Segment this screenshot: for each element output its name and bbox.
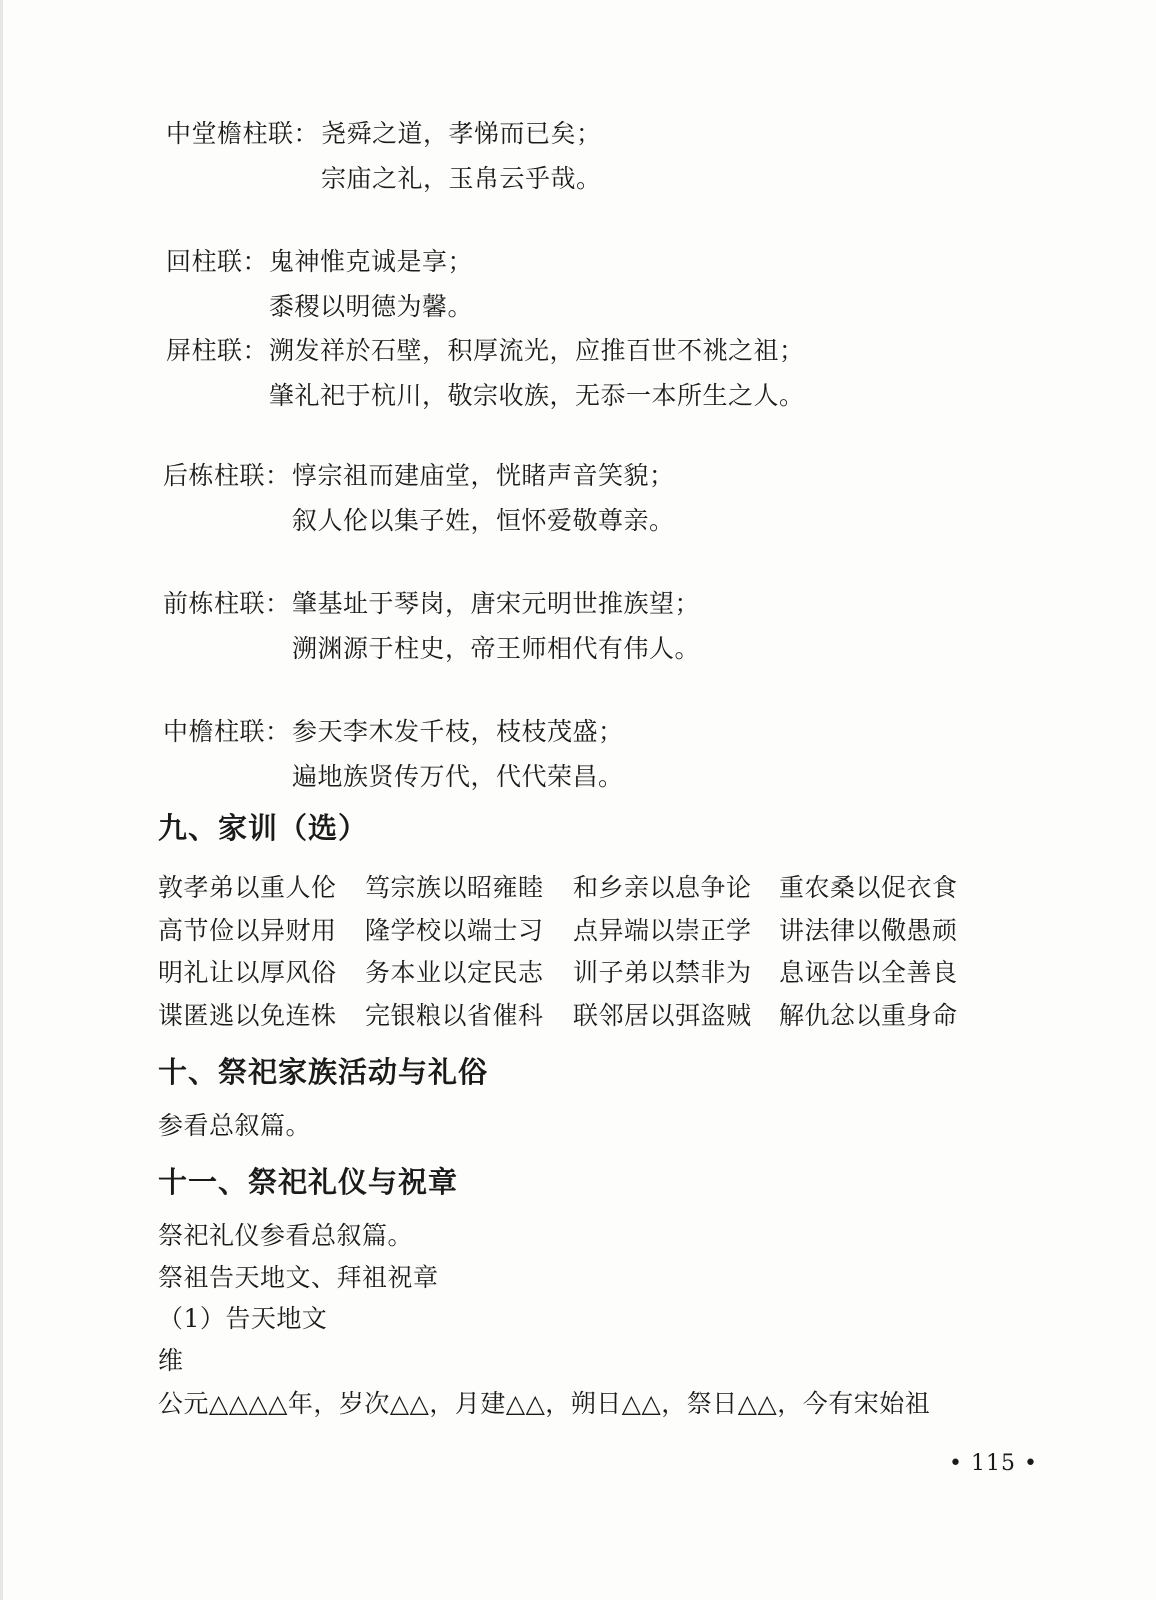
couplet-label: 前栋柱联： bbox=[163, 589, 291, 618]
page-number: • 115 • bbox=[949, 1451, 1038, 1476]
couplet-line: 宗庙之礼，玉帛云乎哉。 bbox=[321, 164, 602, 193]
family-rule: 点异端以崇正学 bbox=[573, 916, 752, 945]
family-rule: 解仇忿以重身命 bbox=[779, 1001, 958, 1030]
family-rule: 联邻居以弭盗贼 bbox=[573, 1001, 752, 1030]
couplet-label: 后栋柱联： bbox=[163, 461, 291, 490]
section-heading: 十一、祭祀礼仪与祝章 bbox=[158, 1165, 459, 1199]
couplet-line: 溯渊源于柱史，帝王师相代有伟人。 bbox=[292, 634, 701, 663]
couplet-line: 叙人伦以集子姓，恒怀爱敬尊亲。 bbox=[292, 506, 675, 535]
family-rule: 敦孝弟以重人伦 bbox=[158, 873, 337, 902]
section-heading: 九、家训（选） bbox=[158, 811, 369, 845]
body-text: 祭祖告天地文、拜祖祝章 bbox=[158, 1263, 439, 1292]
family-rule: 明礼让以厚风俗 bbox=[158, 958, 337, 987]
couplet-label: 屏柱联： bbox=[166, 336, 269, 365]
family-rule: 讲法律以儆愚顽 bbox=[779, 916, 958, 945]
couplet-line: 遍地族贤传万代，代代荣昌。 bbox=[292, 762, 624, 791]
couplet-line: 鬼神惟克诚是享； bbox=[269, 247, 474, 276]
family-rule: 高节俭以异财用 bbox=[158, 916, 337, 945]
couplet-line: 参天李木发千枝，枝枝茂盛； bbox=[292, 717, 624, 746]
family-rule: 谍匿逃以免连株 bbox=[158, 1001, 337, 1030]
couplet-line: 尧舜之道，孝悌而已矣； bbox=[321, 119, 602, 148]
family-rule: 完银粮以省催科 bbox=[365, 1001, 544, 1030]
couplet-line: 惇宗祖而建庙堂，恍睹声音笑貌； bbox=[292, 461, 675, 490]
body-text: 公元△△△△年，岁次△△，月建△△，朔日△△，祭日△△，今有宋始祖 bbox=[158, 1389, 931, 1418]
body-text: （1）告天地文 bbox=[158, 1304, 328, 1333]
family-rule: 笃宗族以昭雍睦 bbox=[365, 873, 544, 902]
family-rule: 重农桑以促衣食 bbox=[779, 873, 958, 902]
family-rule: 务本业以定民志 bbox=[365, 958, 544, 987]
family-rule: 隆学校以端士习 bbox=[365, 916, 544, 945]
couplet-label: 中檐柱联： bbox=[163, 717, 291, 746]
family-rule: 息诬告以全善良 bbox=[779, 958, 958, 987]
family-rule: 和乡亲以息争论 bbox=[573, 873, 752, 902]
couplet-label: 中堂檐柱联： bbox=[166, 119, 320, 148]
family-rule: 训子弟以禁非为 bbox=[573, 958, 752, 987]
couplet-line: 肇礼祀于杭川，敬宗收族，无忝一本所生之人。 bbox=[269, 381, 805, 410]
body-text: 祭祀礼仪参看总叙篇。 bbox=[158, 1221, 414, 1250]
section-heading: 十、祭祀家族活动与礼俗 bbox=[158, 1055, 489, 1089]
couplet-line: 黍稷以明德为馨。 bbox=[269, 292, 474, 321]
body-text: 参看总叙篇。 bbox=[158, 1111, 312, 1140]
couplet-label: 回柱联： bbox=[166, 247, 269, 276]
couplet-line: 肇基址于琴岗，唐宋元明世推族望； bbox=[292, 589, 701, 618]
couplet-line: 溯发祥於石壁，积厚流光，应推百世不祧之祖； bbox=[269, 336, 805, 365]
body-text: 维 bbox=[158, 1346, 184, 1375]
